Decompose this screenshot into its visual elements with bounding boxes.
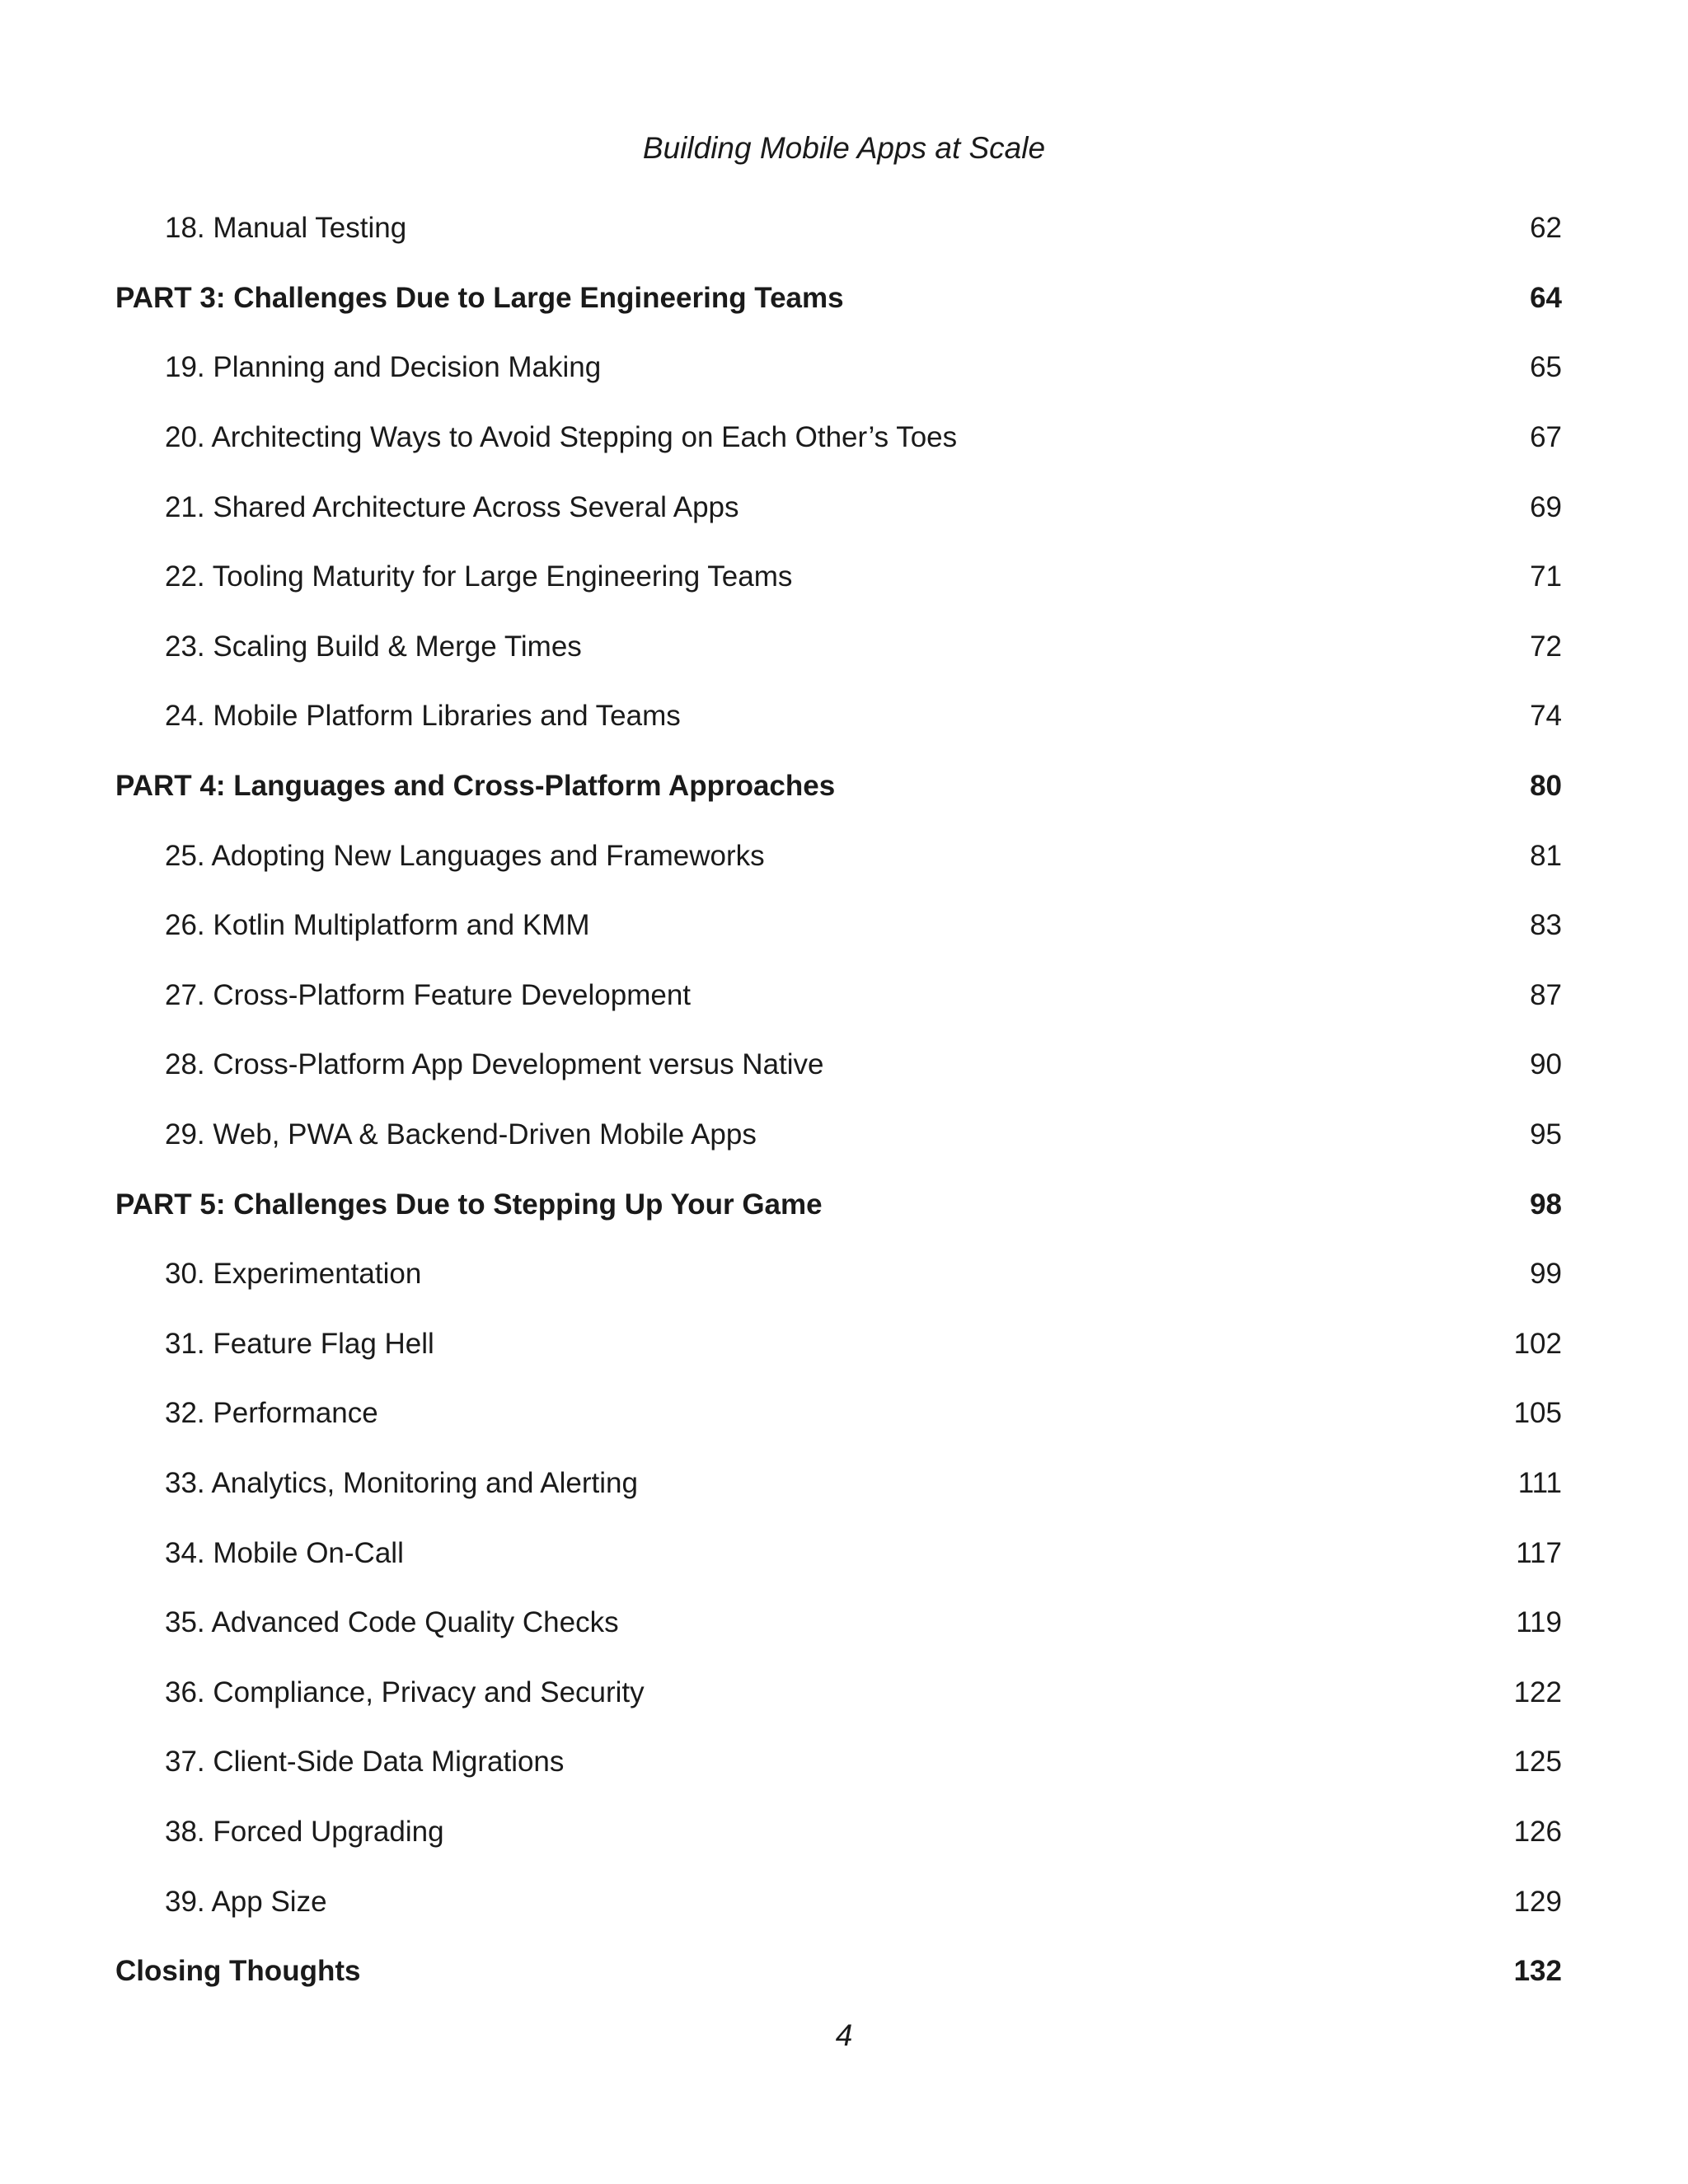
toc-entry-title: 30. Experimentation — [165, 1258, 422, 1291]
toc-entry-title: 38. Forced Upgrading — [165, 1815, 444, 1848]
toc-chapter-entry[interactable] — [115, 1657, 1562, 1727]
toc-chapter-entry[interactable] — [115, 1449, 1562, 1519]
toc-chapter-entry[interactable] — [115, 333, 1562, 403]
toc-part-entry[interactable] — [115, 1937, 1562, 2007]
toc-entry-title: 20. Architecting Ways to Avoid Stepping on Each Other’s Toes — [165, 421, 958, 454]
toc-chapter-entry[interactable] — [115, 542, 1562, 612]
toc-entry-page-number: 111 — [1517, 1466, 1562, 1499]
table-of-contents — [115, 194, 1562, 2006]
toc-entry-page-number: 62 — [1530, 212, 1562, 245]
toc-entry-page-number: 67 — [1530, 421, 1562, 454]
toc-entry-page-number: 65 — [1530, 351, 1562, 384]
toc-entry-page-number: 81 — [1530, 839, 1562, 872]
toc-chapter-entry[interactable] — [115, 472, 1562, 542]
toc-entry-title: 28. Cross-Platform App Development versus Native — [165, 1048, 824, 1081]
toc-chapter-entry[interactable] — [115, 1518, 1562, 1588]
toc-entry-title: Closing Thoughts — [115, 1955, 361, 1988]
toc-entry-title: PART 5: Challenges Due to Stepping Up Your Game — [115, 1188, 823, 1221]
toc-chapter-entry[interactable] — [115, 612, 1562, 682]
toc-entry-page-number: 69 — [1530, 490, 1562, 523]
toc-entry-title: 34. Mobile On-Call — [165, 1536, 404, 1569]
toc-part-entry[interactable] — [115, 264, 1562, 334]
toc-entry-title: 29. Web, PWA & Backend-Driven Mobile Apps — [165, 1118, 757, 1151]
toc-entry-page-number: 83 — [1530, 909, 1562, 942]
toc-chapter-entry[interactable] — [115, 1100, 1562, 1170]
toc-entry-page-number: 132 — [1513, 1955, 1562, 1988]
toc-entry-page-number: 74 — [1530, 700, 1562, 733]
toc-entry-page-number: 71 — [1530, 560, 1562, 593]
toc-entry-title: 35. Advanced Code Quality Checks — [165, 1606, 619, 1639]
toc-entry-title: 26. Kotlin Multiplatform and KMM — [165, 909, 590, 942]
toc-entry-title: 39. App Size — [165, 1885, 327, 1918]
toc-chapter-entry[interactable] — [115, 403, 1562, 473]
toc-entry-page-number: 90 — [1530, 1048, 1562, 1081]
toc-chapter-entry[interactable] — [115, 961, 1562, 1031]
toc-entry-title: 23. Scaling Build & Merge Times — [165, 630, 582, 663]
toc-part-entry[interactable] — [115, 752, 1562, 822]
toc-entry-page-number: 126 — [1513, 1815, 1562, 1848]
toc-entry-page-number: 122 — [1513, 1675, 1562, 1708]
toc-part-entry[interactable] — [115, 1169, 1562, 1240]
toc-entry-title: 24. Mobile Platform Libraries and Teams — [165, 700, 681, 733]
toc-entry-title: 33. Analytics, Monitoring and Alerting — [165, 1466, 638, 1499]
toc-entry-title: 19. Planning and Decision Making — [165, 351, 602, 384]
toc-entry-page-number: 64 — [1530, 281, 1562, 314]
toc-chapter-entry[interactable] — [115, 1030, 1562, 1100]
toc-entry-title: 37. Client-Side Data Migrations — [165, 1746, 565, 1779]
toc-entry-title: 21. Shared Architecture Across Several Apps — [165, 490, 739, 523]
toc-entry-page-number: 98 — [1530, 1188, 1562, 1221]
toc-entry-page-number: 125 — [1513, 1746, 1562, 1779]
toc-entry-title: 18. Manual Testing — [165, 212, 407, 245]
toc-chapter-entry[interactable] — [115, 1797, 1562, 1868]
toc-chapter-entry[interactable] — [115, 194, 1562, 264]
toc-chapter-entry[interactable] — [115, 1867, 1562, 1937]
toc-entry-page-number: 129 — [1513, 1885, 1562, 1918]
toc-entry-title: PART 4: Languages and Cross-Platform Approaches — [115, 770, 836, 803]
toc-chapter-entry[interactable] — [115, 891, 1562, 961]
toc-entry-page-number: 72 — [1530, 630, 1562, 663]
toc-chapter-entry[interactable] — [115, 1588, 1562, 1658]
toc-entry-page-number: 99 — [1530, 1258, 1562, 1291]
running-header-title: Building Mobile Apps at Scale — [642, 131, 1046, 165]
toc-entry-title: PART 3: Challenges Due to Large Engineering Teams — [115, 281, 844, 314]
toc-entry-page-number: 102 — [1513, 1327, 1562, 1360]
toc-entry-page-number: 119 — [1516, 1606, 1562, 1639]
toc-entry-page-number: 105 — [1513, 1397, 1562, 1430]
page-number: 4 — [835, 2018, 853, 2052]
toc-entry-title: 31. Feature Flag Hell — [165, 1327, 434, 1360]
toc-chapter-entry[interactable] — [115, 1379, 1562, 1449]
toc-entry-title: 25. Adopting New Languages and Frameworks — [165, 839, 765, 872]
toc-chapter-entry[interactable] — [115, 821, 1562, 891]
toc-entry-title: 32. Performance — [165, 1397, 378, 1430]
toc-entry-title: 36. Compliance, Privacy and Security — [165, 1675, 645, 1708]
toc-chapter-entry[interactable] — [115, 1310, 1562, 1380]
toc-entry-page-number: 87 — [1530, 978, 1562, 1011]
toc-entry-page-number: 95 — [1530, 1118, 1562, 1151]
toc-chapter-entry[interactable] — [115, 1240, 1562, 1310]
toc-entry-page-number: 117 — [1516, 1536, 1562, 1569]
toc-chapter-entry[interactable] — [115, 682, 1562, 752]
toc-entry-page-number: 80 — [1530, 770, 1562, 803]
toc-entry-title: 22. Tooling Maturity for Large Engineering Teams — [165, 560, 793, 593]
toc-entry-title: 27. Cross-Platform Feature Development — [165, 978, 692, 1011]
toc-chapter-entry[interactable] — [115, 1727, 1562, 1797]
